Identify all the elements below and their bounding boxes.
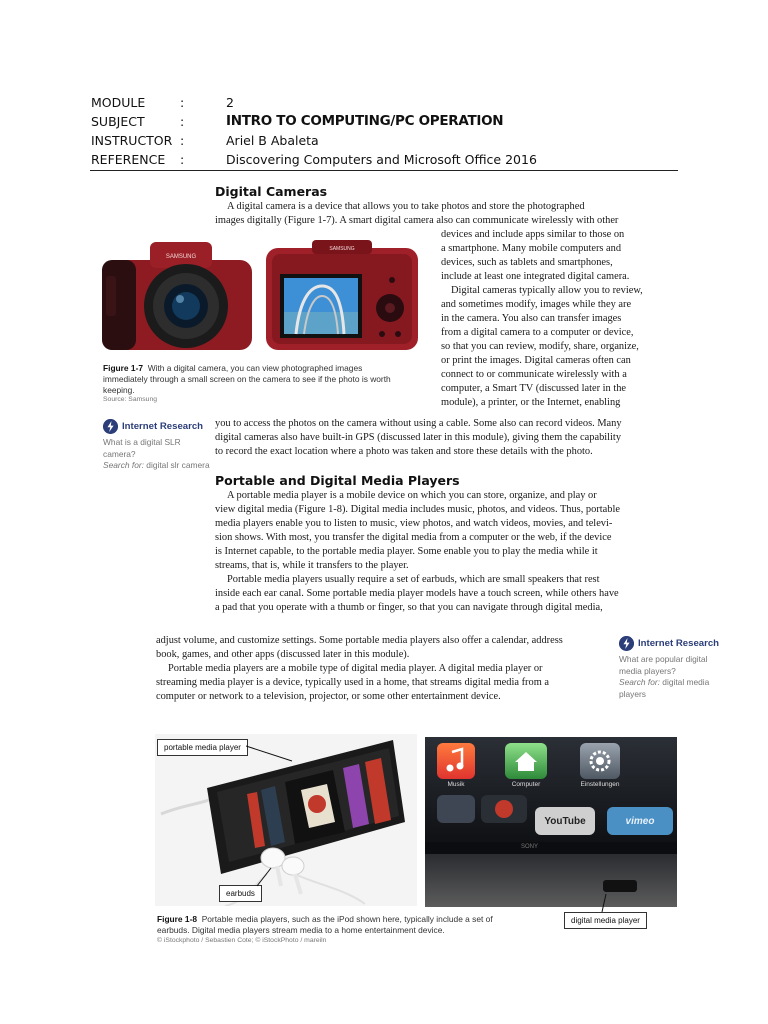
callout-pointer-line [246, 744, 296, 764]
text-line: digital cameras also have built-in GPS (discussed later in this module), giving them the capability [215, 432, 622, 443]
vimeo-app-tile [607, 807, 673, 835]
caption-text: immediately through a small screen on the camera to see if the photo is worth [103, 373, 391, 384]
research-question: What is a digital SLR [103, 437, 181, 447]
app-tile [437, 795, 475, 823]
text-line: computer, a Smart TV (discussed later in the [441, 383, 627, 394]
computer-app-tile [505, 743, 547, 779]
text-line: Portable media players are a mobile type of digital media player. A digital media player or [168, 663, 543, 674]
figure-1-7-caption [103, 363, 433, 406]
camera-brand-front: SAMSUNG [165, 254, 197, 260]
text-line: so that you can review, modify, share, organize, [441, 341, 639, 352]
section-heading-digital-cameras: Digital Cameras [215, 184, 328, 199]
section1-outro [215, 417, 656, 459]
section2-paragraphs [215, 489, 656, 615]
callout-portable-media-player: portable media player [157, 739, 248, 756]
gear-icon [580, 743, 620, 779]
camera-back-image [266, 240, 418, 350]
tv-bezel [425, 842, 677, 854]
app-tile [481, 795, 527, 823]
search-term: players [619, 688, 646, 699]
text-line: media players enable you to listen to music, view photos, and watch videos, movies, and televi- [215, 518, 613, 529]
text-line: images digitally (Figure 1-7). A smart digital camera also can communicate wirelessly with other [215, 215, 619, 226]
internet-research-box-2 [619, 636, 739, 700]
header-sep: : [180, 152, 185, 167]
text-line: sion shows. With most, you transfer the digital media from a computer or the web, if the device [215, 532, 612, 543]
youtube-label: YouTube [544, 815, 586, 827]
text-line: connect to or communicate wirelessly with a [441, 369, 627, 380]
music-note-icon [437, 743, 475, 779]
module-number: 2 [226, 95, 234, 110]
text-line: in the camera. You also can transfer images [441, 313, 622, 324]
tile-label: Einstellungen [580, 781, 620, 788]
figure-1-8-caption [157, 914, 557, 946]
lightning-icon [103, 419, 118, 434]
caption-text: earbuds. Digital media players stream media to a home entertainment device. [157, 924, 445, 935]
text-line: module), a printer, or the Internet, enabling [441, 397, 621, 408]
subject-title: INTRO TO COMPUTING/PC OPERATION [226, 113, 504, 129]
callout-pointer-line [598, 893, 610, 913]
search-prefix: Search for: [619, 677, 660, 687]
figure-label: Figure 1-8 [157, 914, 198, 924]
header-divider [90, 170, 678, 171]
callout-earbuds: earbuds [219, 885, 262, 902]
camera-brand-back: SAMSUNG [329, 246, 355, 252]
search-term: digital slr camera [146, 460, 210, 470]
text-line: to record the exact location where a photo was taken and store these details with the photo. [215, 446, 593, 457]
reference-title: Discovering Computers and Microsoft Office 2016 [226, 152, 537, 167]
text-line: devices and include apps similar to those on [441, 229, 625, 240]
tile-label: Musik [447, 781, 465, 788]
camera-front-image [102, 242, 252, 350]
text-line: and sometimes modify, images while they are [441, 299, 632, 310]
home-icon [505, 743, 547, 779]
section2-continuation [156, 634, 606, 704]
figure-1-8-tv-photo [425, 737, 677, 907]
section1-intro [215, 200, 656, 228]
text-line: streams, that is, while it transfers to the player. [215, 560, 409, 571]
text-line: Portable media players usually require a set of earbuds, which are small speakers that rest [227, 574, 600, 585]
caption-source: © iStockphoto / Sebastien Cote; © iStockPhoto / mareiln [157, 936, 327, 944]
header-sep: : [180, 114, 185, 129]
text-line: a smartphone. Many mobile computers and [441, 243, 622, 254]
text-line: computer or network to a television, projector, or some other entertainment device. [156, 691, 501, 702]
section1-wrap-column [441, 228, 656, 410]
text-line: view digital media (Figure 1-8). Digital media includes music, photos, and videos. Thus, portable [215, 504, 620, 515]
vimeo-label: vimeo [625, 815, 655, 827]
streaming-box-image [603, 880, 637, 892]
callout-pointer-line [255, 866, 275, 888]
instructor-name: Ariel B Abaleta [226, 133, 319, 148]
research-question: camera? [103, 448, 136, 459]
research-question: media players? [619, 665, 676, 676]
figure-label: Figure 1-7 [103, 363, 144, 373]
callout-digital-media-player: digital media player [564, 912, 647, 929]
caption-text: With a digital camera, you can view photographed images [147, 363, 363, 373]
text-line: Digital cameras typically allow you to review, [451, 285, 643, 296]
text-line: adjust volume, and customize settings. Some portable media players also offer a calendar, address [156, 635, 563, 646]
header-label: INSTRUCTOR [91, 133, 173, 148]
section-heading-media-players: Portable and Digital Media Players [215, 473, 460, 488]
youtube-app-tile [535, 807, 595, 835]
header-label: REFERENCE [91, 152, 166, 167]
header-sep: : [180, 95, 185, 110]
caption-text: Portable media players, such as the iPod shown here, typically include a set of [201, 914, 493, 924]
search-term: digital media [662, 677, 710, 687]
text-line: devices, such as tablets and smartphones, [441, 257, 613, 268]
tv-stand [425, 854, 677, 907]
text-line: or print the images. Digital cameras often can [441, 355, 631, 366]
music-app-tile [437, 743, 475, 779]
text-line: from a digital camera to a computer or device, [441, 327, 634, 338]
research-question: What are popular digital [619, 654, 708, 664]
text-line: inside each ear canal. Some portable media player models have a touch screen, while others have [215, 588, 619, 599]
text-line: is Internet capable, to the portable media player. Some enable you to play the media while it [215, 546, 598, 557]
header-label: MODULE [91, 95, 146, 110]
tile-label: Computer [511, 781, 541, 788]
text-line: streaming media player is a device, typically used in a home, that streams digital media from a [156, 677, 549, 688]
text-line: book, games, and other apps (discussed later in this module). [156, 649, 410, 660]
header-sep: : [180, 133, 185, 148]
tv-brand: SONY [521, 844, 539, 850]
internet-research-title: Internet Research [122, 421, 204, 432]
lightning-icon [619, 636, 634, 651]
caption-text: keeping. [103, 384, 135, 395]
internet-research-title: Internet Research [638, 638, 720, 649]
text-line: include at least one integrated digital camera. [441, 271, 630, 282]
text-line: A digital camera is a device that allows you to take photos and store the photographed [227, 201, 585, 212]
settings-app-tile [580, 743, 620, 779]
caption-source: Source: Samsung [103, 396, 158, 404]
search-prefix: Search for: [103, 460, 144, 470]
internet-research-box-1 [103, 419, 213, 472]
figure-1-7-cameras [100, 236, 430, 356]
text-line: A portable media player is a mobile device on which you can store, organize, and play or [227, 490, 597, 501]
text-line: you to access the photos on the camera without using a cable. Some also can record videos. Many [215, 418, 622, 429]
circle-logo-icon [481, 795, 527, 823]
header-label: SUBJECT [91, 114, 145, 129]
text-line: a pad that you operate with a thumb or finger, so that you can navigate through digital media, [215, 602, 603, 613]
